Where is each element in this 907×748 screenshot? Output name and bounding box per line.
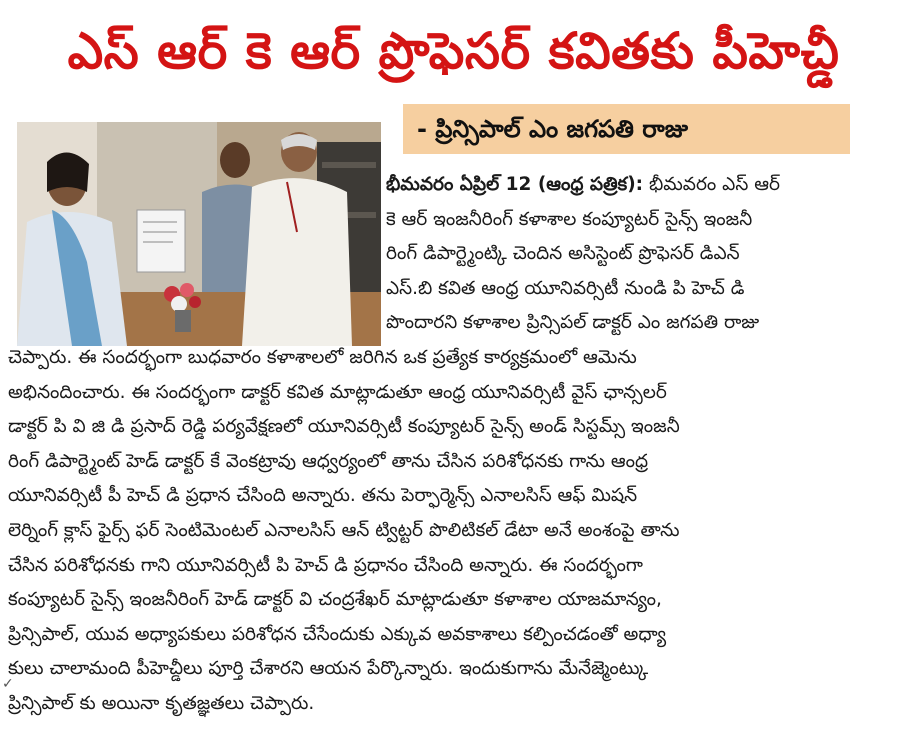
margin-tick-icon: ✓ <box>2 676 14 692</box>
article-body <box>8 168 903 722</box>
body-line <box>8 168 903 203</box>
body-line: ప్రిన్సిపాల్, యువ అధ్యాపకులు పరిశోధన చేసేందుకు ఎక్కువ అవకాశాలు కల్పించడంతో అధ్యా <box>8 623 667 645</box>
body-line: డాక్టర్ పి వి జి డి ప్రసాద్ రెడ్డి పర్యవేక్షణలో యూనివర్సిటీ కంప్యూటర్ సైన్స్ అండ్ సిస్టమ్స్ ఇంజనీ <box>8 416 680 438</box>
body-line: కంప్యూటర్ సైన్స్ ఇంజనీరింగ్ హెడ్ డాక్టర్ వి చంద్రశేఖర్ మాట్లాడుతూ కళాశాల యాజమాన్యం, <box>8 589 662 611</box>
body-line: లెర్నింగ్ క్లాస్ ఫైర్స్ ఫర్ సెంటిమెంటల్ ఎనాలసిస్ ఆన్ ట్విట్టర్ పొలిటికల్ డేటా అనే అంశంపై తాను <box>8 519 680 541</box>
byline: - ప్రిన్సిపాల్ ఎం జగపతి రాజు <box>403 104 850 154</box>
body-line: పొందారని కళాశాల ప్రిన్సిపల్ డాక్టర్ ఎం జగపతి రాజు <box>386 312 760 334</box>
body-line: ప్రిన్సిపాల్ కు అయినా కృతజ్ఞతలు చెప్పారు. <box>8 692 315 714</box>
body-line: రింగ్ డిపార్ట్మెంట్కి చెందిన అసిస్టెంట్ ప్రొఫెసర్ డిఎన్ <box>386 243 740 265</box>
body-line: రింగ్ డిపార్ట్మెంట్ హెడ్ డాక్టర్ కే వెంకట్రావు ఆధ్వర్యంలో తాను చేసిన పరిశోధనకు గాను ఆంధ్ర <box>8 450 649 472</box>
body-line: ఎస్.బి కవిత ఆంధ్ర యూనివర్సిటీ నుండి పి హెచ్ డి <box>386 277 745 299</box>
body-line: కె ఆర్ ఇంజనీరింగ్ కళాశాల కంప్యూటర్ సైన్స్ ఇంజనీ <box>386 208 753 230</box>
body-line-text: భీమవరం ఎస్ ఆర్ <box>648 174 780 195</box>
headline: ఎస్ ఆర్ కె ఆర్ ప్రొఫెసర్ కవితకు పీహెచ్డీ <box>67 22 840 80</box>
body-line: కులు చాలామంది పీహెచ్డీలు పూర్తి చేశారని ఆయన పేర్కొన్నారు. ఇందుకుగాను మేనేజ్మెంట్కు <box>8 658 649 680</box>
body-line: అభినందించారు. ఈ సందర్భంగా డాక్టర్ కవిత మాట్లాడుతూ ఆంధ్ర యూనివర్సిటీ వైస్ ఛాన్సలర్ <box>8 381 667 403</box>
body-line: చెప్పారు. ఈ సందర్భంగా బుధవారం కళాశాలలో జరిగిన ఒక ప్రత్యేక కార్యక్రమంలో ఆమెను <box>8 346 637 368</box>
body-line: చేసిన పరిశోధనకు గాని యూనివర్సిటీ పి హెచ్ డి ప్రధానం చేసింది అన్నారు. ఈ సందర్భంగా <box>8 554 643 576</box>
body-line: యూనివర్సిటీ పీ హెచ్ డి ప్రధాన చేసింది అన్నారు. తను పెర్ఫార్మెన్స్ ఎనాలసిస్ ఆఫ్ మిషన్ <box>8 485 638 507</box>
dateline: భీమవరం ఏప్రిల్ 12 (ఆంధ్ర పత్రిక): <box>386 174 644 195</box>
